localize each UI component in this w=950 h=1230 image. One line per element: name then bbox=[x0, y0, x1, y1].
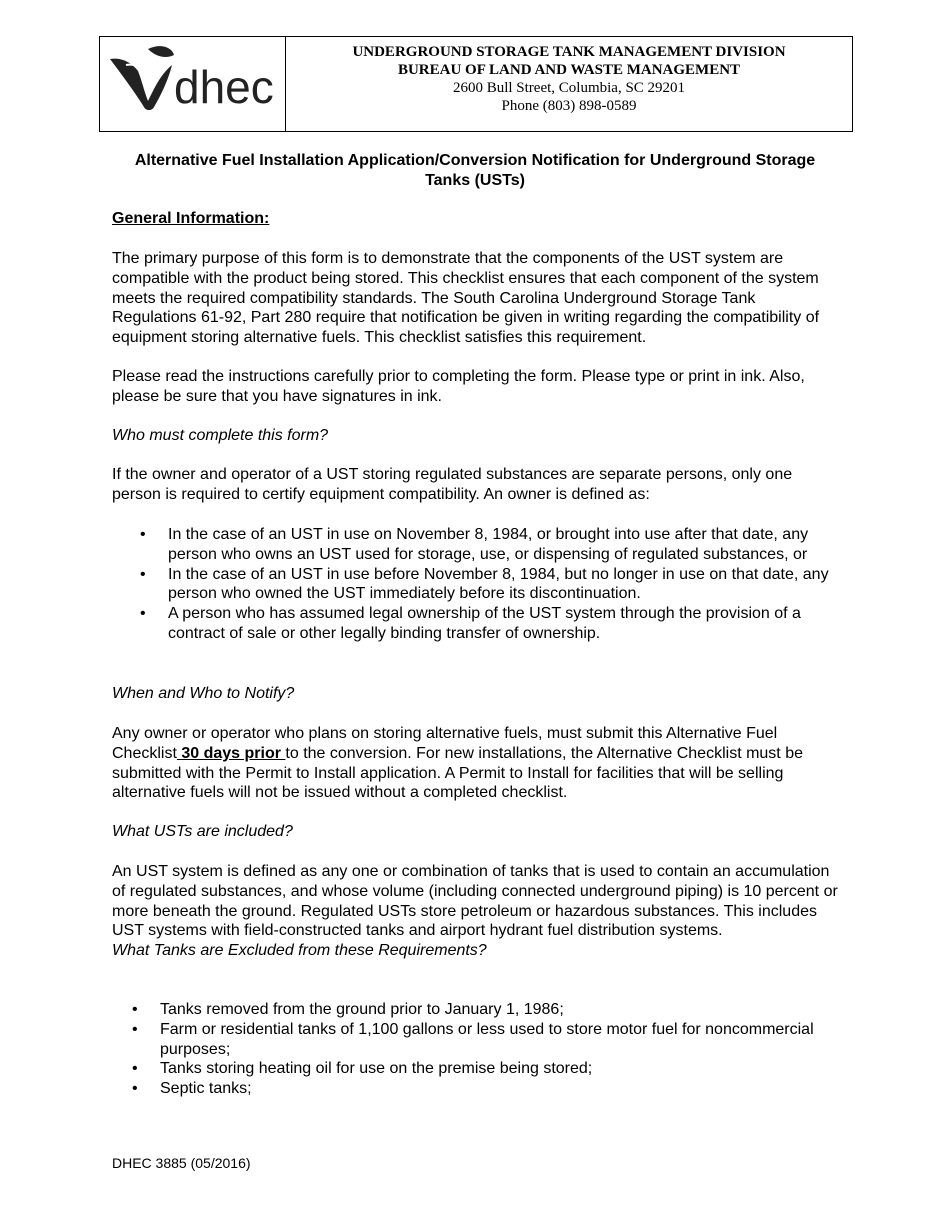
purpose-paragraph: The primary purpose of this form is to demonstrate that the components of the UST system are compatible with the product being stored. This checklist ensures that each component of the system meets the required compatibility standards. The South Carolina Underground Storage Tank Regulations 61-92, Part 280 require that notification be given in writing regarding the compatibility of equipment storing alternative fuels. This checklist satisfies this requirement. bbox=[112, 250, 820, 347]
list-item: • Septic tanks; bbox=[112, 1079, 844, 1099]
list-item: • In the case of an UST in use before November 8, 1984, but no longer in use on that date, any person who owned the UST immediately before its discontinuation. bbox=[112, 565, 844, 605]
what-body bbox=[112, 862, 844, 961]
thirty-days-emphasis: 30 days prior bbox=[176, 744, 286, 762]
list-item: • Farm or residential tanks of 1,100 gallons or less used to store motor fuel for noncommercial purposes; bbox=[112, 1020, 844, 1060]
when-text-after: to the conversion. For new installations, the Alternative Checklist must be submitted with the Permit to Install application. A Permit to Install for facilities that will be selling alternative fuels will not be issued without a completed checklist. bbox=[112, 744, 803, 802]
list-item: • Tanks removed from the ground prior to January 1, 1986; bbox=[112, 1000, 844, 1020]
ust-definition-paragraph: An UST system is defined as any one or combination of tanks that is used to contain an accumulation of regulated substances, and whose volume (including connected underground piping) is 10 percent or more beneath the ground. Regulated USTs store petroleum or hazardous substances. This includes UST systems with field-constructed tanks and airport hydrant fuel distribution systems. bbox=[112, 863, 838, 940]
what-section bbox=[112, 822, 844, 842]
who-section bbox=[112, 426, 844, 446]
what-heading: What USTs are included? bbox=[112, 823, 293, 840]
svg-text:dhec: dhec bbox=[174, 61, 274, 113]
list-item: • Tanks storing heating oil for use on the premise being stored; bbox=[112, 1059, 844, 1079]
form-title: Alternative Fuel Installation Application/Conversion Notification for Underground Storage Tanks (USTs) bbox=[134, 152, 816, 189]
form-number-footer: DHEC 3885 (05/2016) bbox=[112, 1155, 251, 1171]
excluded-heading: What Tanks are Excluded from these Requirements? bbox=[112, 942, 487, 960]
who-heading: Who must complete this form? bbox=[112, 427, 329, 444]
dhec-logo bbox=[100, 37, 286, 131]
bureau-name: BUREAU OF LAND AND WASTE MANAGEMENT bbox=[397, 62, 741, 78]
list-item: • In the case of an UST in use on November 8, 1984, or brought into use after that date, any person who owns an UST used for storage, use, or dispensing of regulated substances, or bbox=[112, 525, 844, 565]
when-paragraph bbox=[112, 724, 844, 803]
general-information-heading: General Information: bbox=[112, 210, 270, 227]
list-item: • A person who has assumed legal ownership of the UST system through the provision of a contract of sale or other legally binding transfer of ownership. bbox=[112, 604, 844, 644]
letterhead bbox=[99, 36, 853, 132]
general-paragraph-1 bbox=[112, 249, 844, 348]
when-heading: When and Who to Notify? bbox=[112, 685, 295, 702]
owner-definition-list bbox=[112, 525, 844, 644]
excluded-list bbox=[112, 1000, 844, 1099]
when-body bbox=[112, 724, 844, 803]
instructions-paragraph: Please read the instructions carefully prior to completing the form. Please type or print in ink. Also, please be sure that you have signatures in ink. bbox=[112, 368, 805, 405]
who-intro-paragraph: If the owner and operator of a UST storing regulated substances are separate persons, only one person is required to certify equipment compatibility. An owner is defined as: bbox=[112, 466, 793, 503]
general-information-section bbox=[112, 209, 844, 229]
phone: Phone (803) 898-0589 bbox=[501, 98, 637, 114]
when-section bbox=[112, 684, 844, 704]
address: 2600 Bull Street, Columbia, SC 29201 bbox=[452, 80, 686, 96]
division-name: UNDERGROUND STORAGE TANK MANAGEMENT DIVISION bbox=[352, 44, 786, 60]
when-text-before: Any owner or operator who plans on storing alternative fuels, must submit this Alternative Fuel Checklist bbox=[112, 725, 778, 762]
palmetto-logo-icon bbox=[108, 41, 280, 113]
who-intro bbox=[112, 465, 844, 505]
general-paragraph-2 bbox=[112, 367, 844, 407]
agency-info bbox=[286, 37, 852, 131]
